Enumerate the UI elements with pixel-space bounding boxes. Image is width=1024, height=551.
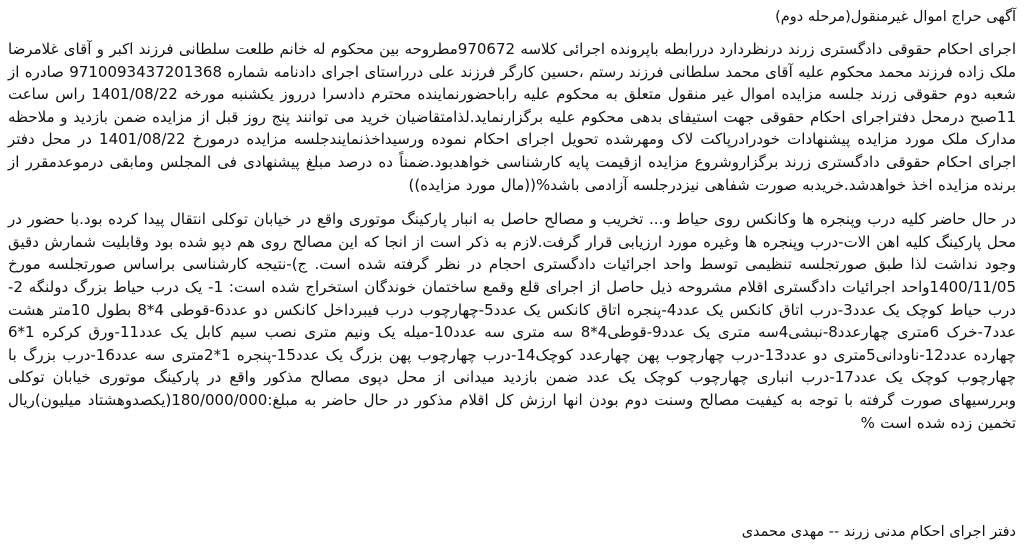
notice-footer-signature: دفتر اجرای احکام مدنی زرند -- مهدی محمدی xyxy=(741,524,1016,540)
notice-paragraph-2: در حال حاضر کلیه درب وپنجره ها وکانکس روی حیاط و... تخریب و مصالح حاصل به انبار پارکینگ موتوری واقع در خیابان توکلی انتقال پیدا کرده بود.با حضور در محل پارکینگ کلیه اهن الات-درب وپنجره ها وغیره مورد ارزیابی قرار گرفت.لازم به ذکر است از انجا که این مصالح روی هم دپو شده بود وقابلیت شمارش دقیق وجود نداشت لذا طبق صورتجلسه تنظیمی توسط واحد اجرائیات دادگستری احجام در نظر گرفته شده است. ج)-نتیجه کارشناسی براساس صورتجلسه مورخ 1400/11/05واحد اجرائیات دادگستری اقلام مشروحه ذیل حاصل از اجرای قلع وقمع ساختمان خوندگان استخراج شده است: 1- یک درب حیاط بزرگ دولنگه 2-درب حیاط کوچک یک عدد3-درب اتاق کانکس یک عدد4-پنجره اتاق کانکس یک عدد5-چهارچوب درب فیبرداخل کانکس دو عدد6-قوطی 4*8 بطول 10متر هشت عدد7-خرک 6متری چهارعدد8-نبشی4سه متری یک عدد9-قوطی4*8 سه متری سه عدد10-میله یک ونیم متری نصب سیم کابل یک عدد11-ورق کرکره 1*6 چهارده عدد12-ناودانی5متری دو عدد13-درب چهارچوب پهن چهارعدد کوچک14-درب چهارچوب پهن بزرگ یک عدد15-پنجره 1*2متری سه عدد16-درب بزرگ با چهارچوب کوچک یک عدد17-درب انباری چهارچوب کوچک یک عدد ضمن بازدید میدانی از محل دپوی مصالح مذکور واقع در پارکینگ موتوری خیابان توکلی وبررسیهای صورت گرفته با توجه به کیفیت مصالح وسنت دوم بودن انها ارزش کل اقلام مذکور در حال حاضر به مبلغ:180/000/000(یکصدوهشتاد میلیون)ریال تخمین زده شده است % xyxy=(8,210,1017,432)
notice-title: آگهی حراج اموال غیرمنقول(مرحله دوم) xyxy=(775,9,1016,25)
notice-paragraph-1: اجرای احکام حقوقی دادگستری زرند درنظردارد دررابطه باپرونده اجرائی کلاسه 970672مطروحه بین محکوم له خانم طلعت سلطانی فرزند اکبر و آقای غلامرضا ملک زاده فرزند محمد محکوم علیه آقای محمد سلطانی فرزند رستم ،حسین کارگر فرزند علی درراستای اجرای دادنامه شماره 9710093437201368 صادره از شعبه دوم حقوقی زرند جلسه مزایده اموال غیر منقول متعلق به محکوم علیه راباحضورنماینده محترم دادسرا درروز یکشنبه مورخه 1401/08/22 راس ساعت 11صبح درمحل دفتراجرای احکام حقوقی جهت استیفای بدهی محکوم علیه برگزارنماید.لذامتقاضیان خرید می توانند پنج روز قبل از مزایده ضمن بازدید و ملاحظه مدارک ملک مورد مزایده پیشنهادات خودرادرپاکت لاک ومهرشده تحویل اجرای احکام نموده ورسیداخذنمایندجلسه مزایده درمورخ 1401/08/22 در محل دفتر اجرای احکام حقوقی دادگستری زرند برگزاروشروع مزایده ازقیمت پایه کارشناسی خواهدبود.ضمناً ده درصد مبلغ پیشنهادی فی المجلس ومابقی درموعدمقرر از برنده مزایده اخذ خواهدشد.خریدبه صورت شفاهی نیزدرجلسه آزادمی باشد%((مال مورد مزایده)) xyxy=(8,40,1016,194)
